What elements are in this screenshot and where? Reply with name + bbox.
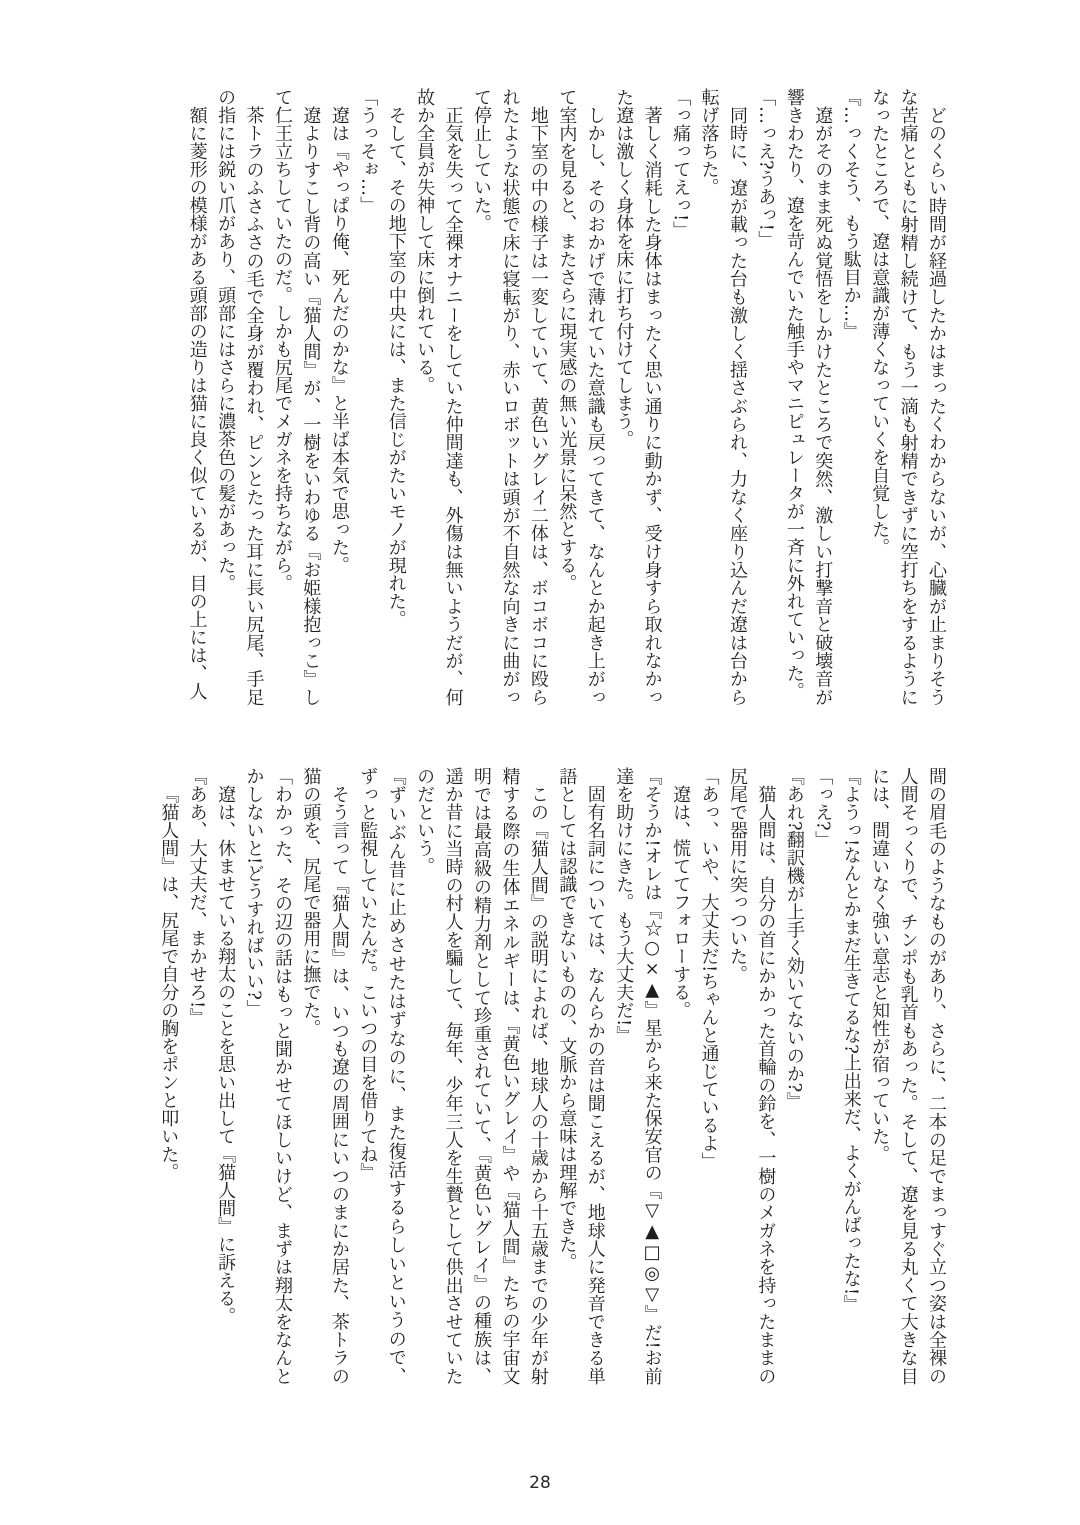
paragraph: 猫人間は、自分の首にかかった首輪の鈴を、一樹のメガネを持ったままの尻尾で器用に突っついた。: [726, 767, 777, 1385]
paragraph: 「…っえ?うあっ!」: [755, 88, 777, 249]
paragraph: 『ああ、大丈夫だ、まかせろ!』: [186, 767, 208, 1027]
paragraph: 『…っくそう、もう駄目か…』: [840, 88, 862, 340]
paragraph: 固有名詞については、なんらかの音は聞こえるが、地球人に発音できる単語としては認識できないものの、文脈から意味は理解できた。: [556, 767, 606, 1385]
paragraph: しかし、そのおかげで薄れていた意識も戻ってきて、なんとか起き上がって室内を見ると、またさらに現実感の無い光景に呆然とする。: [556, 88, 606, 706]
paragraph: 遼よりすこし背の高い『猫人間』が、一樹をいわゆる『お姫様抱っこ』して仁王立ちしていたのだ。しかも尻尾でメガネを持ちながら。: [271, 88, 322, 706]
page-number: 28: [529, 1473, 551, 1493]
paragraph: 同時に、遼が載った台も激しく揺さぶられ、力なく座り込んだ遼は台から転げ落ちた。: [698, 88, 748, 706]
paragraph: 『ようっ!なんとかまだ生きてるな?上出来だ、よくがんばったな!』: [840, 767, 862, 1314]
paragraph: そして、その地下室の中央には、また信じがたいモノが現れた。: [385, 106, 407, 628]
vertical-text-block-bottom: [154, 767, 950, 1385]
paragraph: 地下室の中の様子は一変していて、黄色いグレイ二体は、ボコボコに殴られたような状態で床に寝転がり、赤いロボットは頭が不自然な向きに曲がって停止していた。: [471, 88, 549, 707]
paragraph: そう言って『猫人間』は、いつも遼の周囲にいつのまにか居た、茶トラの猫の頭を、尻尾で器用に撫でた。: [300, 767, 350, 1385]
paragraph: 額に菱形の模様がある頭部の造りは猫に良く似ているが、目の上には、人: [186, 106, 208, 700]
paragraph: 『そうか!オレは『☆○×▲』星から来た保安官の『▽▲□◎▽』だ!お前達を助けにきた。もう大丈夫だ!』: [613, 767, 663, 1385]
paragraph: この『猫人間』の説明によれば、地球人の十歳から十五歳までの少年が射精する際の生体エネルギーは、『黄色いグレイ』や『猫人間』たちの宇宙文明では最高級の精力剤として珍重されていて、『黄色いグレイ』の種族は、遥か昔に当時の村人を騙して、毎年、少年三人を生贄として供出させていたのだという。: [414, 767, 549, 1385]
paragraph: 「っえ?」: [812, 767, 834, 849]
paragraph: 『猫人間』は、尻尾で自分の胸をポンと叩いた。: [158, 785, 180, 1181]
paragraph: 遼は、休ませている翔太のことを思い出して『猫人間』に訴える。: [215, 785, 237, 1325]
paragraph: 「っ痛ってえっ!」: [670, 88, 692, 240]
paragraph: 正気を失って全裸オナニーをしていた仲間達も、外傷は無いようだが、何故か全員が失神して床に倒れている。: [414, 88, 464, 706]
paragraph: 遼は『やっぱり俺、死んだのかな』と半ば本気で思った。: [328, 106, 350, 574]
paragraph: 「わかった、その辺の話はもっと聞かせてほしいけど、まずは翔太をなんとかしないと!どうすればいい?」: [243, 767, 293, 1385]
paragraph: 遼がそのまま死ぬ覚悟をしかけたところで突然、激しい打撃音と破壊音が響きわたり、遼を苛んでいた触手やマニピュレータが一斉に外れていった。: [783, 88, 834, 706]
paragraph: どのくらい時間が経過したかはまったくわからないが、心臓が止まりそうな苦痛とともに射精し続けて、もう一滴も射精できずに空打ちをするようになったところで、遼は意識が薄くなっていくを自覚した。: [869, 88, 947, 706]
paragraph: 著しく消耗した身体はまったく思い通りに動かず、受け身すら取れなかった遼は激しく身体を床に打ち付けてしまう。: [613, 88, 663, 706]
paragraph: 『あれ?翻訳機が上手く効いてないのか?』: [783, 767, 805, 1111]
vertical-text-block-top: [182, 88, 950, 706]
paragraph: 遼は、慌ててフォローする。: [670, 785, 692, 1019]
paragraph: 間の眉毛のようなものがあり、さらに、二本の足でまっすぐ立つ姿は全裸の人間そっくりで、チンポも乳首もあった。そして、遼を見る丸くて大きな目には、間違いなく強い意志と知性が宿っていた。: [869, 767, 947, 1386]
paragraph: 『ずいぶん昔に止めさせたはずなのに、また復活するらしいというので、ずっと監視していたんだ。こいつの目を借りてね』: [357, 767, 407, 1385]
paragraph: 茶トラのふさふさの毛で全身が覆われ、ピンとたった耳に長い尻尾、手足の指には鋭い爪があり、頭部にはさらに濃茶色の髪があった。: [215, 88, 265, 706]
paragraph: 「あっ、いや、大丈夫だ!ちゃんと通じているよ」: [698, 767, 720, 1171]
paragraph: 「うっそぉ…」: [357, 88, 379, 214]
